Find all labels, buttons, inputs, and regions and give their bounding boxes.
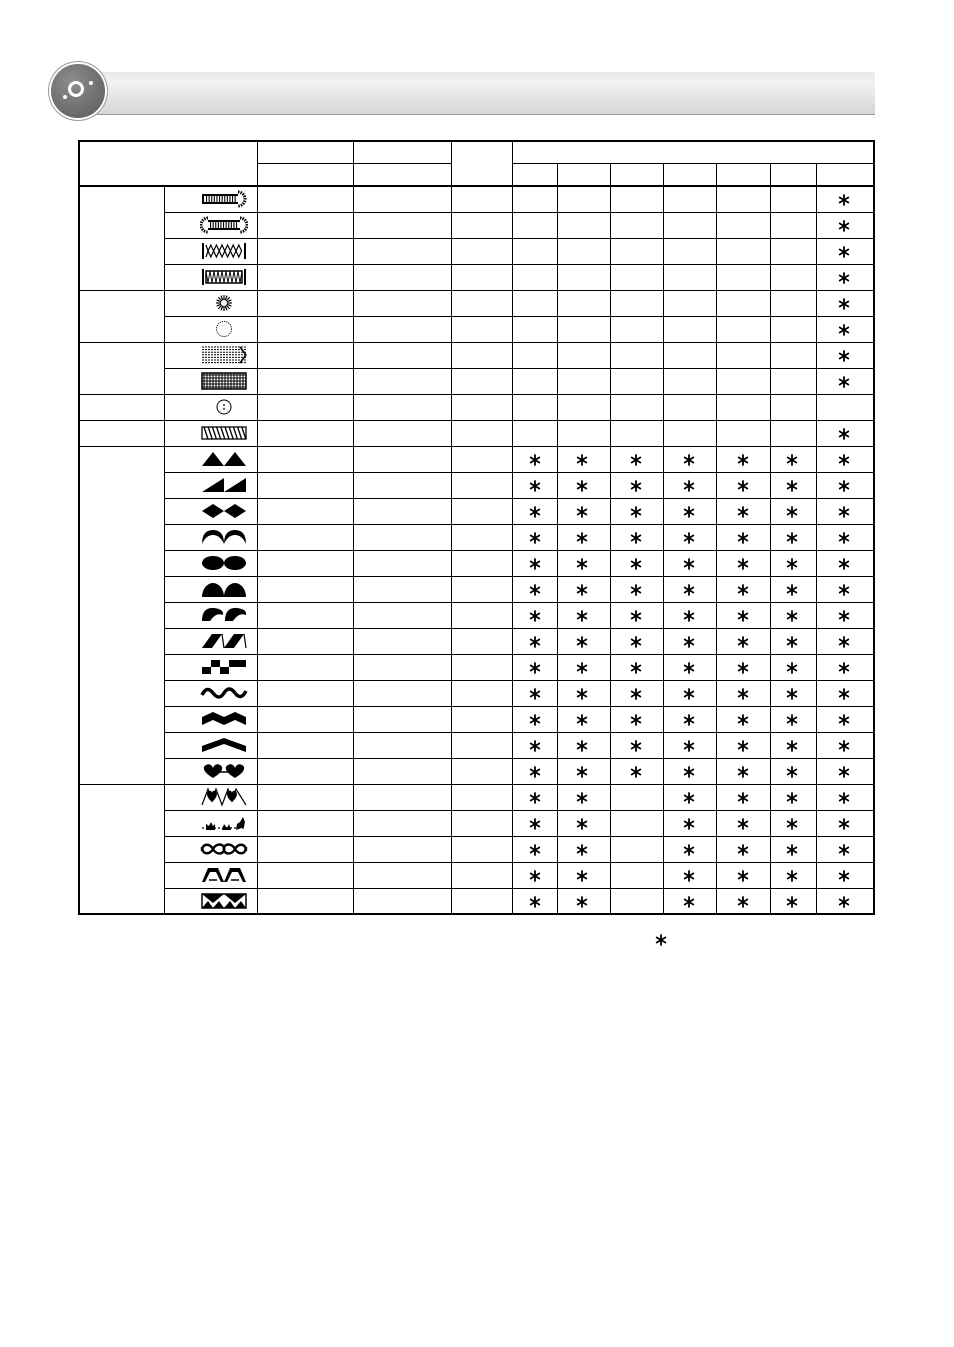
row-divider [164, 368, 875, 369]
row-divider [164, 498, 875, 499]
flowers-icon [200, 813, 248, 838]
availability-star-icon [786, 532, 798, 544]
availability-star-icon [838, 428, 850, 440]
availability-star-icon [576, 480, 588, 492]
availability-star-icon [630, 688, 642, 700]
arches-icon [200, 527, 248, 552]
row-divider [164, 888, 875, 889]
availability-star-icon [838, 480, 850, 492]
availability-star-icon [576, 896, 588, 908]
buttonhole-keyhole-icon [200, 215, 248, 240]
row-divider [164, 212, 875, 213]
availability-star-icon [683, 766, 695, 778]
availability-star-icon [576, 870, 588, 882]
col-line [816, 163, 817, 914]
availability-star-icon [630, 558, 642, 570]
availability-star-icon [786, 480, 798, 492]
parallelograms-icon [200, 631, 248, 656]
stitch-chart-table [78, 140, 875, 915]
availability-star-icon [576, 714, 588, 726]
availability-star-icon [838, 792, 850, 804]
availability-star-icon [529, 688, 541, 700]
row-divider [164, 758, 875, 759]
availability-star-icon [576, 532, 588, 544]
availability-star-icon [576, 818, 588, 830]
availability-star-icon [576, 740, 588, 752]
availability-star-icon [683, 714, 695, 726]
availability-star-icon [737, 636, 749, 648]
availability-star-icon [630, 506, 642, 518]
availability-star-icon [838, 194, 850, 206]
buttonhole-round-end-icon [200, 189, 248, 214]
availability-star-icon [529, 610, 541, 622]
checker-icon [200, 657, 248, 682]
availability-star-icon [786, 792, 798, 804]
availability-star-icon [737, 532, 749, 544]
availability-star-icon [529, 792, 541, 804]
availability-star-icon [630, 636, 642, 648]
row-divider [164, 602, 875, 603]
hearts-icon [200, 761, 248, 786]
availability-star-icon [786, 766, 798, 778]
availability-star-icon [683, 688, 695, 700]
col-line [663, 163, 664, 914]
row-divider [164, 238, 875, 239]
availability-star-icon [838, 376, 850, 388]
col-line [451, 142, 452, 914]
availability-star-icon [737, 610, 749, 622]
availability-star-icon [529, 870, 541, 882]
wave-icon [200, 683, 248, 708]
availability-star-icon [786, 740, 798, 752]
col-line [716, 163, 717, 914]
row-divider [164, 732, 875, 733]
domes-icon [200, 579, 248, 604]
col-line [512, 142, 513, 914]
col-line [257, 142, 258, 914]
availability-star-icon [630, 532, 642, 544]
availability-star-icon [683, 662, 695, 674]
eyelet-circle-icon [200, 319, 248, 344]
row-divider [164, 654, 875, 655]
availability-star-icon [529, 766, 541, 778]
availability-star-icon [630, 740, 642, 752]
availability-star-icon [786, 688, 798, 700]
availability-star-icon [737, 454, 749, 466]
row-divider [164, 628, 875, 629]
availability-star-icon [683, 818, 695, 830]
availability-star-icon [576, 558, 588, 570]
row-divider [164, 810, 875, 811]
availability-star-icon [786, 662, 798, 674]
infinity-icon [200, 839, 248, 864]
availability-star-icon [838, 740, 850, 752]
availability-star-icon [630, 610, 642, 622]
availability-star-icon [529, 818, 541, 830]
teardrops-icon [200, 605, 248, 630]
row-divider [164, 550, 875, 551]
availability-star-icon [786, 506, 798, 518]
col-line [770, 163, 771, 914]
availability-star-icon [737, 870, 749, 882]
availability-star-icon [786, 818, 798, 830]
availability-star-icon [529, 454, 541, 466]
availability-star-icon [786, 610, 798, 622]
header-divider-right [512, 163, 875, 164]
availability-star-icon [838, 818, 850, 830]
availability-star-icon [737, 896, 749, 908]
availability-star-icon [786, 870, 798, 882]
row-divider [164, 680, 875, 681]
availability-star-icon [737, 506, 749, 518]
availability-star-icon [838, 272, 850, 284]
availability-star-icon [838, 688, 850, 700]
availability-star-icon [576, 636, 588, 648]
availability-star-icon [630, 766, 642, 778]
availability-star-icon [683, 584, 695, 596]
availability-star-icon [576, 610, 588, 622]
availability-star-icon [630, 714, 642, 726]
availability-star-icon [576, 766, 588, 778]
availability-star-icon [683, 454, 695, 466]
availability-star-icon [838, 350, 850, 362]
buttonhole-square-zigzag-icon [200, 241, 248, 266]
availability-star-icon [737, 740, 749, 752]
availability-star-icon [838, 220, 850, 232]
availability-star-icon [683, 480, 695, 492]
availability-star-icon [576, 688, 588, 700]
availability-star-icon [683, 558, 695, 570]
availability-star-icon [529, 558, 541, 570]
availability-star-icon [576, 506, 588, 518]
availability-star-icon [838, 246, 850, 258]
availability-star-icon [683, 844, 695, 856]
row-divider [164, 264, 875, 265]
availability-star-icon [529, 896, 541, 908]
availability-star-icon [630, 584, 642, 596]
availability-star-icon [838, 454, 850, 466]
header-divider-left [257, 163, 452, 164]
row-divider [164, 836, 875, 837]
col-line [353, 142, 354, 914]
availability-star-icon [683, 792, 695, 804]
section-header-band [88, 72, 875, 115]
availability-star-icon [529, 714, 541, 726]
row-divider [164, 524, 875, 525]
availability-star-icon [529, 636, 541, 648]
darning-stripes-icon [200, 345, 248, 370]
availability-star-icon [737, 844, 749, 856]
availability-star-icon [737, 558, 749, 570]
availability-star-icon [786, 558, 798, 570]
ovals-icon [200, 553, 248, 578]
availability-star-icon [737, 792, 749, 804]
availability-star-icon [737, 766, 749, 778]
availability-star-icon [838, 324, 850, 336]
availability-star-icon [786, 714, 798, 726]
header-bottom-rule [80, 185, 875, 187]
availability-star-icon [838, 662, 850, 674]
availability-star-icon [683, 870, 695, 882]
availability-star-icon [529, 506, 541, 518]
availability-star-icon [683, 532, 695, 544]
trapezoid-band-icon [200, 865, 248, 890]
eyelet-star-icon [200, 293, 248, 318]
availability-star-icon [683, 636, 695, 648]
availability-star-icon [786, 844, 798, 856]
availability-star-icon [529, 532, 541, 544]
col-line [610, 163, 611, 914]
availability-star-icon [786, 454, 798, 466]
availability-star-icon [838, 766, 850, 778]
triangles-icon [200, 449, 248, 474]
availability-star-icon [737, 688, 749, 700]
availability-star-icon [838, 844, 850, 856]
row-divider [164, 316, 875, 317]
availability-star-icon [576, 844, 588, 856]
buttonhole-square-dense-icon [200, 267, 248, 292]
row-divider [164, 472, 875, 473]
availability-star-icon [683, 506, 695, 518]
availability-star-icon [529, 844, 541, 856]
availability-star-icon [838, 610, 850, 622]
availability-star-icon [838, 714, 850, 726]
zigzag-band-icon [200, 709, 248, 734]
availability-star-icon [576, 454, 588, 466]
availability-star-icon [786, 584, 798, 596]
availability-star-icon [630, 454, 642, 466]
availability-star-icon [529, 480, 541, 492]
availability-star-icon [576, 792, 588, 804]
diamonds-icon [200, 501, 248, 526]
availability-star-icon [683, 896, 695, 908]
availability-star-icon [838, 896, 850, 908]
row-divider [164, 706, 875, 707]
availability-star-icon [630, 480, 642, 492]
availability-star-icon [683, 610, 695, 622]
bowtie-band-icon [200, 891, 248, 916]
availability-star-icon [529, 662, 541, 674]
chevron-icon [200, 735, 248, 760]
availability-star-icon [737, 584, 749, 596]
availability-star-icon [737, 818, 749, 830]
availability-star-icon [529, 584, 541, 596]
availability-star-icon [838, 584, 850, 596]
availability-star-icon [838, 558, 850, 570]
row-divider [164, 576, 875, 577]
hearts-zigzag-icon [200, 787, 248, 812]
availability-star-icon [737, 480, 749, 492]
availability-star-icon [576, 584, 588, 596]
availability-star-icon [838, 636, 850, 648]
disc-icon [51, 64, 105, 118]
availability-star-icon [838, 870, 850, 882]
darning-grid-icon [200, 371, 248, 396]
bartack-icon [200, 423, 248, 448]
availability-star-icon [683, 740, 695, 752]
col-line [557, 163, 558, 914]
availability-star-icon [737, 714, 749, 726]
availability-star-icon [838, 298, 850, 310]
availability-star-icon [786, 896, 798, 908]
availability-star-icon [737, 662, 749, 674]
availability-star-icon [529, 740, 541, 752]
right-triangles-icon [200, 475, 248, 500]
row-divider [164, 862, 875, 863]
availability-star-icon [576, 662, 588, 674]
footnote-star-icon [655, 933, 667, 951]
button-sew-icon [200, 397, 248, 422]
availability-star-icon [630, 662, 642, 674]
availability-star-icon [838, 506, 850, 518]
availability-star-icon [838, 532, 850, 544]
availability-star-icon [786, 636, 798, 648]
